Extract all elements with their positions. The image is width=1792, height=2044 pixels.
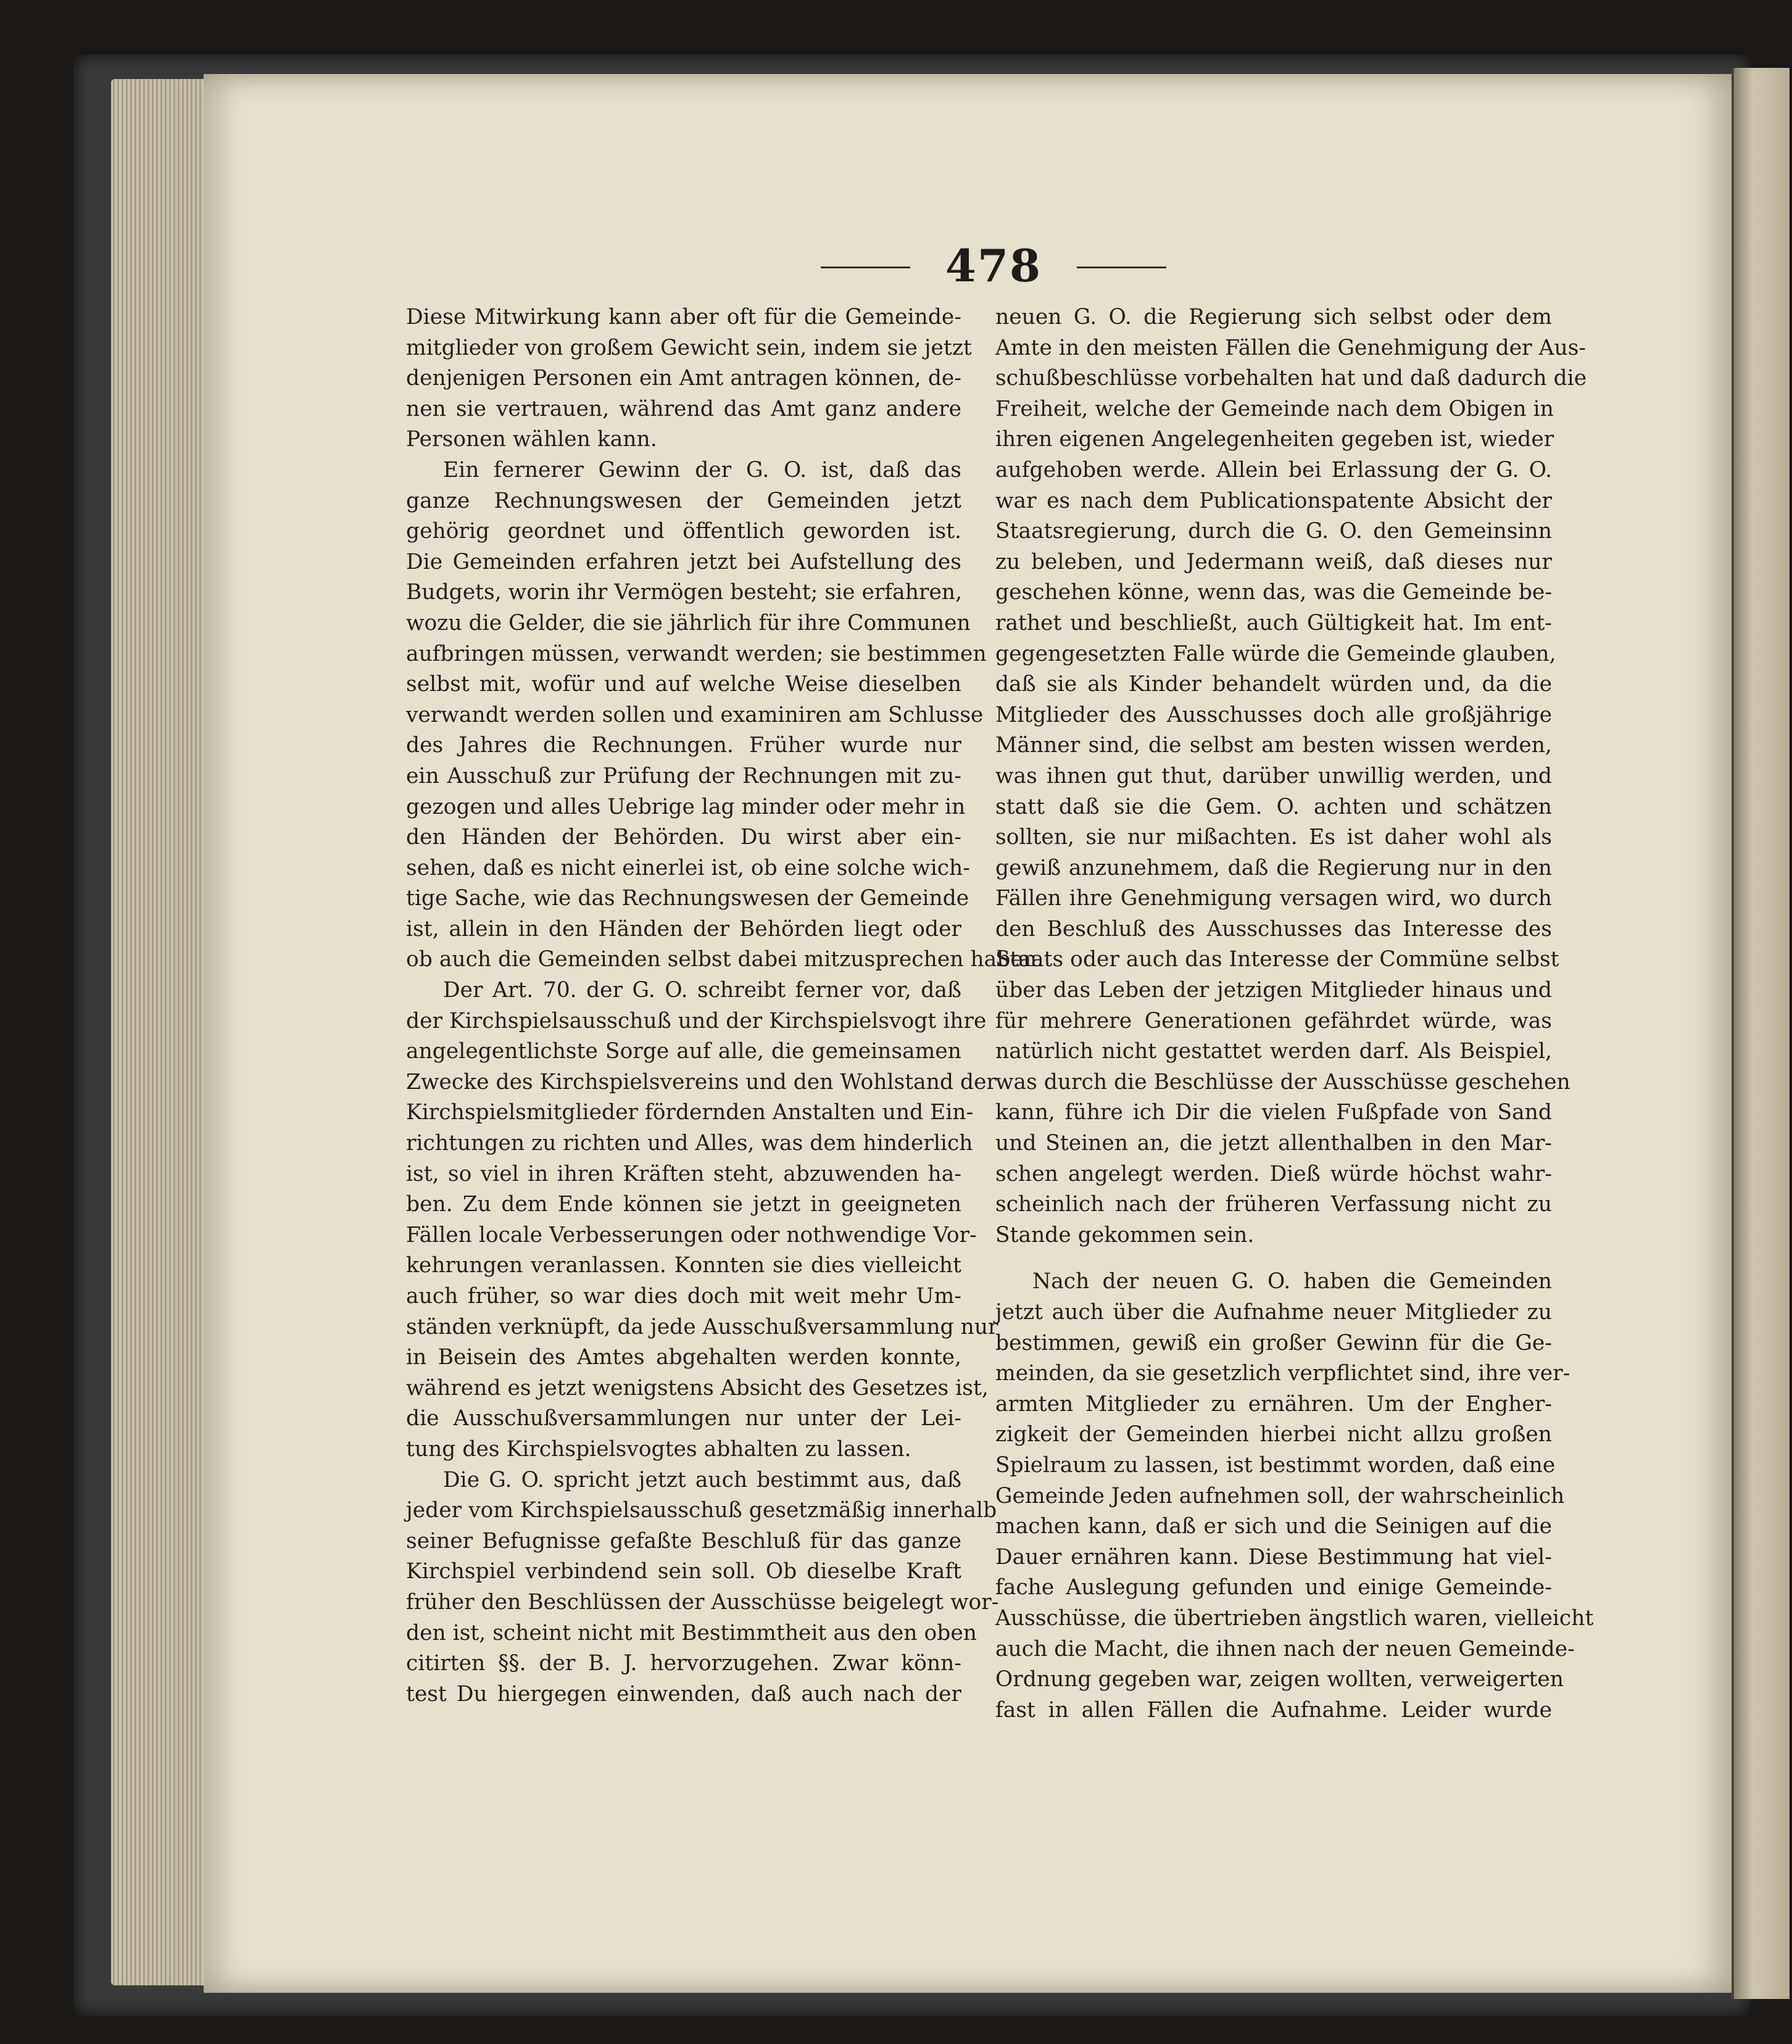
text-line: früher den Beschlüssen der Ausschüsse beigelegt wor- bbox=[406, 1589, 999, 1615]
text-line: schußbeschlüsse vorbehalten hat und daß dadurch die bbox=[995, 366, 1587, 391]
text-line: natürlich nicht gestattet werden darf. Als Beispiel, bbox=[995, 1039, 1552, 1064]
text-line: seiner Befugnisse gefaßte Beschluß für das ganze bbox=[406, 1528, 961, 1554]
text-line: gegengesetzten Falle würde die Gemeinde glauben, bbox=[995, 641, 1556, 666]
text-line: selbst mit, wofür und auf welche Weise dieselben bbox=[406, 672, 961, 697]
text-line: was durch die Beschlüsse der Ausschüsse geschehen bbox=[995, 1069, 1570, 1094]
text-line: des Jahres die Rechnungen. Früher wurde nur bbox=[406, 733, 961, 758]
text-line: neuen G. O. die Regierung sich selbst oder dem bbox=[995, 305, 1552, 329]
text-line: nen sie vertrauen, während das Amt ganz andere bbox=[406, 396, 961, 421]
text-line: jeder vom Kirchspielsausschuß gesetzmäßig innerhalb bbox=[406, 1498, 997, 1523]
text-line: auch die Macht, die ihnen nach der neuen Gemeinde- bbox=[995, 1636, 1575, 1661]
text-line: Fällen locale Verbesserungen oder nothwendige Vor- bbox=[406, 1222, 977, 1248]
text-line: gezogen und alles Uebrige lag minder oder mehr in bbox=[406, 794, 966, 819]
text-line: Personen wählen kann. bbox=[406, 427, 657, 452]
text-line: Kirchspiel verbindend sein soll. Ob dieselbe Kraft bbox=[406, 1559, 961, 1584]
text-line: fache Auslegung gefunden und einige Gemeinde- bbox=[995, 1575, 1552, 1600]
text-line: der Kirchspielsausschuß und der Kirchspielsvogt ihre bbox=[406, 1008, 987, 1033]
text-line: Amte in den meisten Fällen die Genehmigung der Aus- bbox=[995, 335, 1587, 360]
page-header bbox=[821, 239, 1166, 295]
text-line: gehörig geordnet und öffentlich geworden ist. bbox=[406, 519, 961, 544]
text-line: armten Mitglieder zu ernähren. Um der Engher- bbox=[995, 1391, 1552, 1417]
text-line: schen angelegt werden. Dieß würde höchst wahr- bbox=[995, 1161, 1552, 1186]
text-line: ständen verknüpft, da jede Ausschußversammlung nur bbox=[406, 1314, 998, 1339]
text-line: zu beleben, und Jedermann weiß, daß dieses nur bbox=[995, 549, 1552, 574]
text-line: ihren eigenen Angelegenheiten gegeben ist, wieder bbox=[995, 427, 1554, 452]
text-line: denjenigen Personen ein Amt antragen können, de- bbox=[406, 366, 961, 391]
text-line: Fällen ihre Genehmigung versagen wird, wo durch bbox=[995, 886, 1552, 911]
text-line: Zwecke des Kirchspielsvereins und den Wohlstand der bbox=[406, 1069, 997, 1094]
text-line: den ist, scheint nicht mit Bestimmtheit aus den oben bbox=[406, 1620, 977, 1645]
text-line: Staats oder auch das Interesse der Commüne selbst bbox=[995, 947, 1559, 972]
text-line: ganze Rechnungswesen der Gemeinden jetzt bbox=[406, 488, 961, 513]
text-line: tige Sache, wie das Rechnungswesen der Gemeinde bbox=[406, 886, 969, 911]
text-line: Diese Mitwirkung kann aber oft für die Gemeinde- bbox=[406, 305, 961, 329]
text-line: machen kann, daß er sich und die Seinigen auf die bbox=[995, 1514, 1552, 1539]
text-line: Ordnung gegeben war, zeigen wollten, verweigerten bbox=[995, 1667, 1564, 1692]
text-line: scheinlich nach der früheren Verfassung nicht zu bbox=[995, 1192, 1552, 1217]
text-line: Die Gemeinden erfahren jetzt bei Aufstellung des bbox=[406, 549, 961, 574]
text-line: test Du hiergegen einwenden, daß auch nach der bbox=[406, 1681, 961, 1707]
page-edges bbox=[111, 79, 210, 1985]
text-line: statt daß sie die Gem. O. achten und schätzen bbox=[995, 794, 1552, 819]
text-line: Freiheit, welche der Gemeinde nach dem Obigen in bbox=[995, 396, 1554, 421]
text-line: verwandt werden sollen und examiniren am Schlusse bbox=[406, 702, 984, 727]
text-line: angelegentlichste Sorge auf alle, die gemeinsamen bbox=[406, 1039, 961, 1064]
text-line: richtungen zu richten und Alles, was dem hinderlich bbox=[406, 1131, 973, 1156]
text-line: Dauer ernähren kann. Diese Bestimmung hat viel- bbox=[995, 1544, 1552, 1570]
text-line: war es nach dem Publicationspatente Absicht der bbox=[995, 488, 1552, 513]
text-line: daß sie als Kinder behandelt würden und, da die bbox=[995, 672, 1552, 697]
text-line: Ein fernerer Gewinn der G. O. ist, daß das bbox=[443, 457, 961, 482]
header-rule-right bbox=[1077, 267, 1166, 268]
text-line: für mehrere Generationen gefährdet würde, was bbox=[995, 1008, 1552, 1033]
text-line: Kirchspielsmitglieder fördernden Anstalten und Ein- bbox=[406, 1100, 974, 1125]
text-line: Nach der neuen G. O. haben die Gemeinden bbox=[1032, 1269, 1552, 1294]
text-line: Stande gekommen sein. bbox=[995, 1222, 1255, 1248]
text-line: bestimmen, gewiß ein großer Gewinn für die Ge- bbox=[995, 1330, 1552, 1355]
text-line: ist, so viel in ihren Kräften steht, abzuwenden ha- bbox=[406, 1161, 961, 1186]
text-line: ob auch die Gemeinden selbst dabei mitzusprechen haben. bbox=[406, 947, 1043, 972]
text-line: Spielraum zu lassen, ist bestimmt worden, daß eine bbox=[995, 1452, 1556, 1478]
text-line: die Ausschußversammlungen nur unter der Lei- bbox=[406, 1406, 961, 1431]
page-number: 478 bbox=[945, 239, 1042, 292]
text-line: kehrungen veranlassen. Konnten sie dies vielleicht bbox=[406, 1253, 961, 1278]
text-line: über das Leben der jetzigen Mitglieder hinaus und bbox=[995, 978, 1552, 1003]
facing-page-edge bbox=[1734, 68, 1790, 1999]
text-line: Der Art. 70. der G. O. schreibt ferner vor, daß bbox=[443, 978, 961, 1003]
text-line: aufgehoben werde. Allein bei Erlassung der G. O. bbox=[995, 457, 1552, 482]
text-line: Budgets, worin ihr Vermögen besteht; sie erfahren, bbox=[406, 580, 963, 605]
text-line: gewiß anzunehmem, daß die Regierung nur in den bbox=[995, 855, 1552, 880]
text-line: Gemeinde Jeden aufnehmen soll, der wahrscheinlich bbox=[995, 1483, 1565, 1508]
paragraph-gap bbox=[995, 1251, 1552, 1267]
text-line: geschehen könne, wenn das, was die Gemeinde be- bbox=[995, 580, 1552, 605]
text-line: sollten, sie nur mißachten. Es ist daher wohl als bbox=[995, 825, 1552, 850]
text-line: Männer sind, die selbst am besten wissen werden, bbox=[995, 733, 1552, 758]
text-line: jetzt auch über die Aufnahme neuer Mitglieder zu bbox=[995, 1300, 1552, 1325]
text-line: rathet und beschließt, auch Gültigkeit hat. Im ent- bbox=[995, 610, 1552, 635]
text-line: zigkeit der Gemeinden hierbei nicht allzu großen bbox=[995, 1422, 1552, 1447]
text-line: ist, allein in den Händen der Behörden liegt oder bbox=[406, 916, 961, 941]
text-line: während es jetzt wenigstens Absicht des Gesetzes ist, bbox=[406, 1375, 989, 1401]
text-line: ein Ausschuß zur Prüfung der Rechnungen mit zu- bbox=[406, 763, 961, 788]
text-line: aufbringen müssen, verwandt werden; sie bestimmen bbox=[406, 641, 987, 666]
text-line: tung des Kirchspielsvogtes abhalten zu lassen. bbox=[406, 1436, 911, 1462]
text-line: meinden, da sie gesetzlich verpflichtet sind, ihre ver- bbox=[995, 1361, 1570, 1386]
text-line: Die G. O. spricht jetzt auch bestimmt aus, daß bbox=[443, 1467, 961, 1492]
right-text-column bbox=[995, 302, 1594, 1726]
text-line: wozu die Gelder, die sie jährlich für ihre Communen bbox=[406, 610, 971, 635]
text-line: mitglieder von großem Gewicht sein, indem sie jetzt bbox=[406, 335, 972, 360]
text-line: den Händen der Behörden. Du wirst aber ein- bbox=[406, 825, 961, 850]
text-line: citirten §§. der B. J. hervorzugehen. Zwar könn- bbox=[406, 1651, 961, 1676]
text-line: Mitglieder des Ausschusses doch alle großjährige bbox=[995, 702, 1552, 727]
text-line: und Steinen an, die jetzt allenthalben in den Mar- bbox=[995, 1131, 1552, 1156]
text-line: fast in allen Fällen die Aufnahme. Leider wurde bbox=[995, 1697, 1552, 1723]
text-line: Ausschüsse, die übertrieben ängstlich waren, vielleicht bbox=[995, 1605, 1594, 1631]
text-line: auch früher, so war dies doch mit weit mehr Um- bbox=[406, 1284, 961, 1309]
text-line: Staatsregierung, durch die G. O. den Gemeinsinn bbox=[995, 519, 1552, 544]
text-line: was ihnen gut thut, darüber unwillig werden, und bbox=[995, 763, 1552, 788]
text-line: den Beschluß des Ausschusses das Interesse des bbox=[995, 916, 1552, 941]
left-text-column bbox=[406, 302, 1043, 1710]
text-line: ben. Zu dem Ende können sie jetzt in geeigneten bbox=[406, 1192, 961, 1217]
text-line: kann, führe ich Dir die vielen Fußpfade von Sand bbox=[995, 1100, 1552, 1125]
text-line: in Beisein des Amtes abgehalten werden konnte, bbox=[406, 1345, 961, 1370]
text-line: sehen, daß es nicht einerlei ist, ob eine solche wich- bbox=[406, 855, 970, 880]
